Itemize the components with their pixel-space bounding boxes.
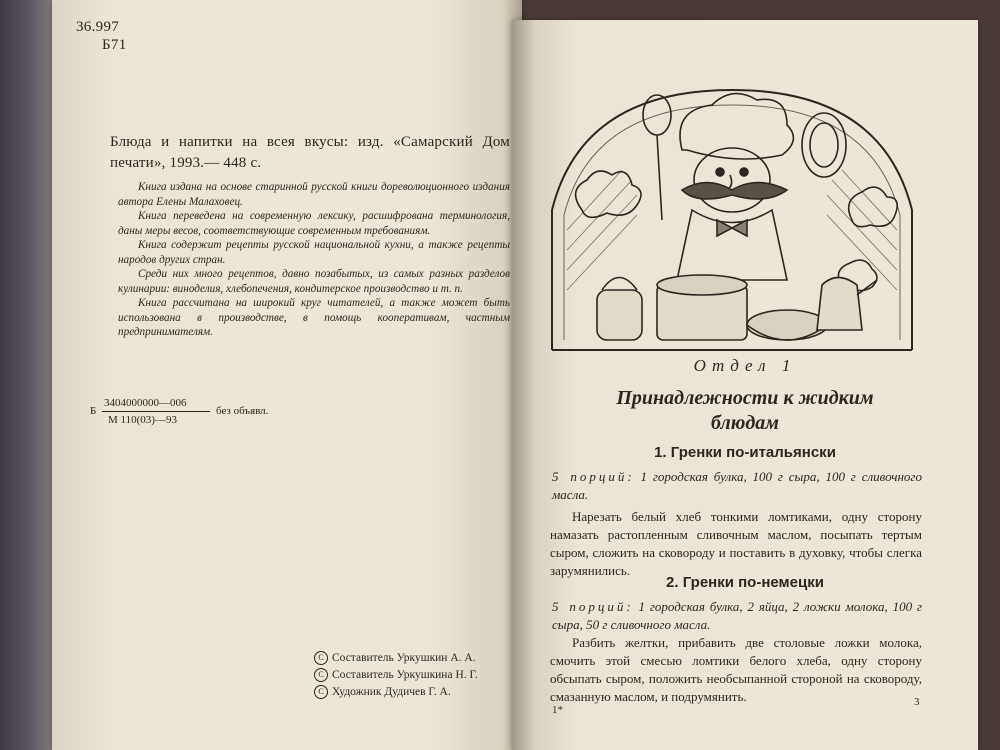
recipe-title: 1. Гренки по-итальянски xyxy=(654,444,836,461)
credits xyxy=(314,650,514,701)
left-page xyxy=(52,0,522,750)
page-number: 3 xyxy=(914,696,920,708)
credit-text: Художник Дудичев Г. А. xyxy=(332,686,451,698)
ingredients-list: 1 городская булка, 2 яйца, 2 ложки молока, 100 г сыра, 50 г сливочного масла. xyxy=(552,599,922,632)
recipe-ingredients xyxy=(552,468,922,504)
recipe-paragraph: Разбить желтки, прибавить две столовые ложки молока, смочить этой смесью ломтики белого хлеба, одну сторону обсыпать сыром, положить необсыпанной стороной на сковороду, смазанную маслом, и подрумянить. xyxy=(550,635,922,704)
recipe-title: 2. Гренки по-немецки xyxy=(666,574,824,591)
index-note: без объявл. xyxy=(216,405,269,417)
annotation-paragraph: Книга рассчитана на широкий круг читателей, а также может быть использована в производстве, в помощь кооперативам, частным предпринимателям. xyxy=(118,297,510,338)
portions-label: 5 порций: xyxy=(552,469,635,484)
index-denominator: М 110(03)—93 xyxy=(108,414,177,426)
credit-line xyxy=(314,667,514,684)
annotation-paragraph: Среди них много рецептов, давно позабытых, из самых разных разделов кулинарии: виноделия, хлебопечения, кондитерское производство и т. п. xyxy=(118,268,510,295)
annotation-paragraph: Книга содержит рецепты русской национальной кухни, а также рецепты народов других стран. xyxy=(118,239,510,266)
index-numerator: 3404000000—006 xyxy=(104,397,187,409)
recipe-instructions xyxy=(550,634,922,706)
annotation-paragraph: Книга издана на основе старинной русской книги дореволюционного издания автора Елены Малаховец. xyxy=(118,181,510,208)
recipe-instructions xyxy=(550,508,922,580)
publication-index xyxy=(90,396,350,436)
signature-mark: 1* xyxy=(552,704,563,716)
annotation xyxy=(118,180,510,340)
credit-text: Составитель Уркушкин А. А. xyxy=(332,652,476,664)
fraction-line xyxy=(102,411,210,412)
chef-cooking-illustration xyxy=(542,70,922,355)
copyright-icon: C xyxy=(314,651,328,665)
recipe-paragraph: Нарезать белый хлеб тонкими ломтиками, одну сторону намазать растопленным сливочным маслом, посыпать тертым сыром, сложить на сковороду и поставить в духовку, чтобы слегка зарумянились. xyxy=(550,509,922,578)
credit-line xyxy=(314,650,514,667)
annotation-paragraph: Книга переведена на современную лексику, расшифрована терминология, даны меры весов, соответствующие современным требованиям. xyxy=(118,210,510,237)
recipe-ingredients xyxy=(552,598,922,634)
bibliographic-entry: Блюда и напитки на всея вкусы: изд. «Самарский Дом печати», 1993.— 448 с. xyxy=(110,134,510,171)
library-code: 36.997 xyxy=(76,19,120,35)
copyright-icon: C xyxy=(314,668,328,682)
chapter-title: Принадлежности к жидким блюдам xyxy=(616,387,874,434)
portions-label: 5 порций: xyxy=(552,599,634,614)
ingredients-list: 1 городская булка, 100 г сыра, 100 г сливочного масла. xyxy=(552,469,922,502)
index-letter: Б xyxy=(90,405,97,417)
right-page xyxy=(512,20,978,750)
credit-line xyxy=(314,684,514,701)
credit-text: Составитель Уркушкина Н. Г. xyxy=(332,669,478,681)
copyright-icon: C xyxy=(314,685,328,699)
author-mark: Б71 xyxy=(102,37,127,53)
section-heading: Отдел 1 xyxy=(693,356,797,375)
